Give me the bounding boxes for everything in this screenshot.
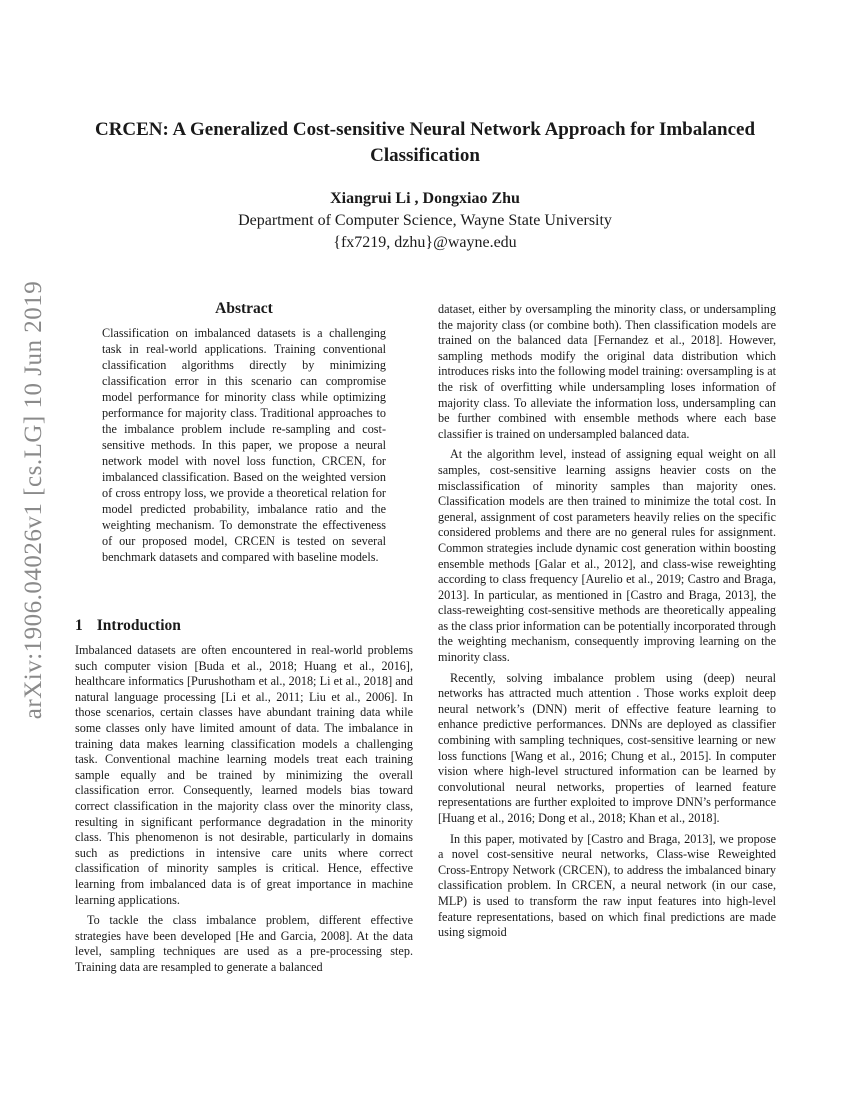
arxiv-identifier: arXiv:1906.04026v1 [cs.LG] 10 Jun 2019 xyxy=(20,280,47,720)
body-paragraph: Recently, solving imbalance problem using (deep) neural networks has attracted much attention . Those works exploit deep neural network’s (DNN) merit of effective feature learning to enhance predictive performances. DNNs are deployed as classifier combining with sampling techniques, cost-sensitive learning or new loss functions [Wang et al., 2016; Chung et al., 2015]. In computer vision where high-level structured information can be learned by convolutional neural networks, properties of learned feature representations are further exploited to improve DNN’s performance [Huang et al., 2016; Dong et al., 2018; Khan et al., 2018]. xyxy=(438,670,776,825)
arxiv-sidebar-stamp xyxy=(12,280,56,720)
body-paragraph: At the algorithm level, instead of assigning equal weight on all samples, cost-sensitive learning assigns heavier costs on the misclassification of minority samples than majority ones. Classification models are then trained to minimize the total cost. In general, assignment of cost parameters heavily relies on the specific considered problems and there are no general rules for assignment. Common strategies include dynamic cost generation within boosting ensemble methods [Galar et al., 2012], and class-wise reweighting according to class frequency [Aurelio et al., 2019; Castro and Braga, 2013]. In particular, as mentioned in [Castro and Braga, 2013], the class-reweighting cost-sensitive methods are theoretically appealing as the class prior information can be potentially incorporated through the weighting mechanism, consequently improving learning on the minority class. xyxy=(438,447,776,665)
right-column-body xyxy=(438,302,776,941)
section-heading-introduction xyxy=(75,615,413,637)
body-paragraph: In this paper, motivated by [Castro and Braga, 2013], we propose a novel cost-sensitive neural networks, Class-wise Reweighted Cross-Entropy Network (CRCEN), to address the imbalanced binary classification problem. In CRCEN, a neural network (in our case, MLP) is used to transform the raw input features into high-level feature representations, based on which final predictions are made using sigmoid xyxy=(438,831,776,940)
body-paragraph: Imbalanced datasets are often encountered in real-world problems such computer vision [Buda et al., 2018; Huang et al., 2016], healthcare informatics [Purushotham et al., 2018; Li et al., 2018] and natural language processing [Li et al., 2011; Liu et al., 2006]. In those scenarios, certain classes have abundant training data while some classes only have limited amount of data. The imbalance in training data makes learning classification models a challenging task. Conventional machine learning models treat each training sample equally and be trained by minimizing the overall classification error. Consequently, learned models bias toward correct classification in the majority class over the minority class, resulting in significant performance degradation in the minority class. This phenomenon is not desirable, particularly in domains such as predictions in intensive care units where correct classification of minority samples is critical. Hence, effective learning from imbalanced data is of great importance in machine learning applications. xyxy=(75,643,413,907)
paper-title: CRCEN: A Generalized Cost-sensitive Neural Network Approach for Imbalanced Classification xyxy=(94,119,756,166)
section-title: Introduction xyxy=(96,617,181,634)
abstract-heading: Abstract xyxy=(215,300,273,317)
body-paragraph: dataset, either by oversampling the minority class, or undersampling the majority class (or combine both). Then classification models are trained on the balanced data [Fernandez et al., 2018]. However, sampling methods modify the original data distribution which introduces risks into the following model training: oversampling is at the risk of overfitting while undersampling loses information of majority class. To alleviate the information loss, undersampling can be further combined with ensemble methods where each base classifier is trained on undersampled balanced data. xyxy=(438,302,776,441)
abstract-text xyxy=(102,325,386,565)
author-affiliation: Department of Computer Science, Wayne State University xyxy=(238,212,612,229)
section-number: 1 xyxy=(75,617,83,634)
left-column-body xyxy=(75,643,413,975)
abstract-paragraph: Classification on imbalanced datasets is a challenging task in real-world applications. Training conventional classification algorithms directly by minimizing classification error in this scenario can compromise model performance for minority class while optimizing performance for majority class. Traditional approaches to the imbalance problem include re-sampling and cost-sensitive methods. In this paper, we propose a neural network model with novel loss function, CRCEN, for imbalanced classification. Based on the weighted version of cross entropy loss, we provide a theoretical relation for model predicted probability, imbalance ratio and the weighting mechanism. To demonstrate the effectiveness of our proposed model, CRCEN is tested on several benchmark datasets and compared with baseline models. xyxy=(102,326,386,564)
body-paragraph: To tackle the class imbalance problem, different effective strategies have been developed [He and Garcia, 2008]. At the data level, sampling techniques are used as a pre-processing step. Training data are resampled to generate a balanced xyxy=(75,913,413,974)
author-email: {fx7219, dzhu}@wayne.edu xyxy=(333,234,517,251)
paper-authors: Xiangrui Li , Dongxiao Zhu xyxy=(330,190,520,207)
